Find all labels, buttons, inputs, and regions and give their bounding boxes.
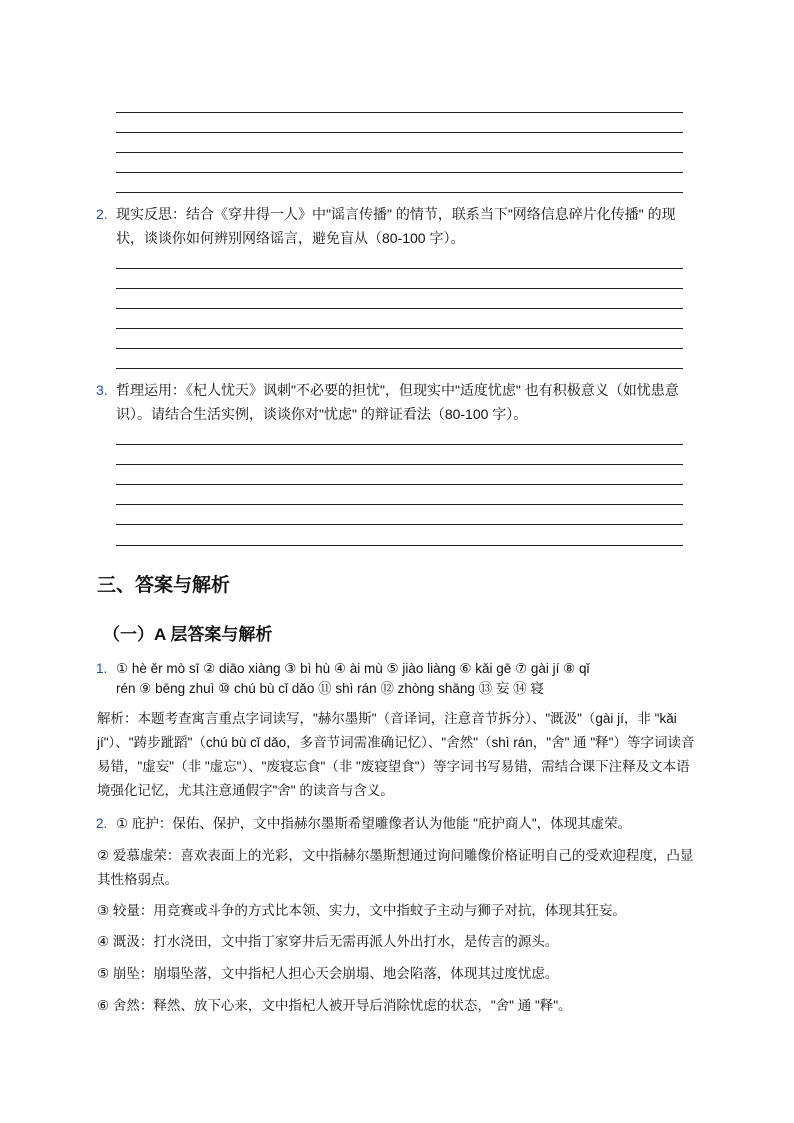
section-title: 三、答案与解析: [97, 575, 231, 596]
answer-number: 2.: [96, 816, 108, 831]
answer-2-item-2: ② 爱慕虚荣：喜欢表面上的光彩，文中指赫尔墨斯想通过询问雕像价格证明自己的受欢迎程度，凸显其性格弱点。: [97, 848, 694, 887]
answer-line[interactable]: [116, 172, 683, 173]
answer-1-line-1: ① hè ěr mò sī ② diāo xiàng ③ bì hù ④ ài mù ⑤ jiào liàng ⑥ kǎi gē ⑦ gài jí ⑧ qǐ: [116, 661, 590, 676]
analysis-text: 本题考查寓言重点字词读写，"赫尔墨斯"（音译词，注意音节拆分）、"溉汲"（gài jí，非 "kǎi jí"）、"踌步跐蹈"（chú bù cǐ dǎo，多音节词需准确记忆）、"舍然"（shì rán，"舍" 通 "释"）等字词读音易错，"虚妄"（非 "虚忘"）、"废寝忘食"（非 "废寝望食"）等字词书写易错，需结合课下注释及文本语境强化记忆，尤其注意通假字"舍" 的读音与含义。: [97, 711, 695, 798]
answer-line[interactable]: [116, 112, 683, 113]
answer-line[interactable]: [116, 288, 683, 289]
analysis-label: 解析：: [97, 711, 138, 726]
answer-2-item-5: ⑤ 崩坠：崩塌坠落，文中指杞人担心天会崩塌、地会陷落，体现其过度忧虑。: [97, 966, 559, 981]
answer-2-item-6: ⑥ 舍然：释然、放下心来，文中指杞人被开导后消除忧虑的状态，"舍" 通 "释"。: [97, 998, 572, 1013]
question-text: 哲理运用：《杞人忧天》讽刺"不必要的担忧"，但现实中"适度忧虑" 也有积极意义（如忧患意识）。请结合生活实例，谈谈你对"忧虑" 的辩证看法（80-100 字）。: [116, 382, 679, 422]
answer-line[interactable]: [116, 484, 683, 485]
answer-line[interactable]: [116, 308, 683, 309]
answer-line[interactable]: [116, 524, 683, 525]
answer-number: 1.: [96, 661, 108, 676]
analysis-paragraph: [97, 707, 697, 803]
answer-line[interactable]: [116, 192, 683, 193]
answer-line[interactable]: [116, 132, 683, 133]
answer-1-line-2: rén ⑨ bēng zhuì ⑩ chú bù cǐ dǎo ⑪ shì rán ⑫ zhòng shāng ⑬ 妄 ⑭ 寝: [116, 681, 544, 696]
answer-2-item-3: ③ 较量：用竞赛或斗争的方式比本领、实力，文中指蚊子主动与狮子对抗，体现其狂妄。: [97, 903, 626, 918]
answer-line[interactable]: [116, 444, 683, 445]
answer-line[interactable]: [116, 545, 683, 546]
answer-line[interactable]: [116, 152, 683, 153]
question-number: 2.: [96, 206, 108, 222]
subsection-title: （一）A 层答案与解析: [103, 625, 273, 644]
answer-2-item-4: ④ 溉汲：打水浇田，文中指丁家穿井后无需再派人外出打水，是传言的源头。: [97, 934, 559, 949]
answer-line[interactable]: [116, 268, 683, 269]
answer-line[interactable]: [116, 328, 683, 329]
answer-line[interactable]: [116, 368, 683, 369]
question-text: 现实反思：结合《穿井得一人》中"谣言传播" 的情节，联系当下"网络信息碎片化传播" 的现状，谈谈你如何辨别网络谣言，避免盲从（80-100 字）。: [116, 206, 676, 246]
answer-line[interactable]: [116, 504, 683, 505]
question-number: 3.: [96, 382, 108, 398]
answer-line[interactable]: [116, 464, 683, 465]
answer-line[interactable]: [116, 348, 683, 349]
answer-2-item-1: ① 庇护：保佑、保护，文中指赫尔墨斯希望雕像者认为他能 "庇护商人"，体现其虚荣。: [116, 816, 632, 831]
